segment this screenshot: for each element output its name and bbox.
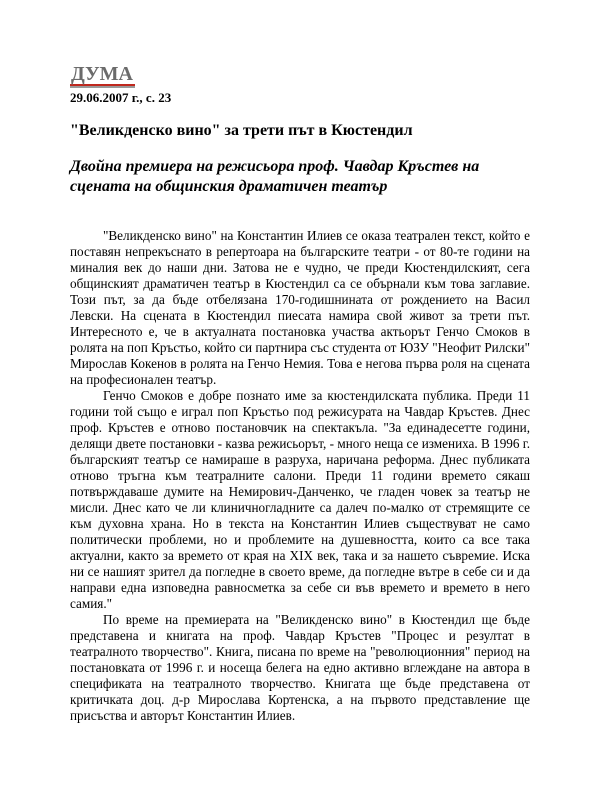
article-title: "Великденско вино" за трети път в Кюстендил bbox=[70, 122, 413, 139]
article-body bbox=[70, 228, 530, 724]
article-paragraph: Генчо Смоков е добре познато име за кюстендилската публика. Преди 11 години той също е играл поп Кръстьо под режисурата на Чавдар Кръстев. Днес проф. Кръстев е отново постановчик на спектакъла. "За единадесетте години, делящи двете постановки - казва режисьорът, - много неща се измениха. В 1996 г. българският театър се намираше в разруха, наричана реформа. Днес публиката отново тръгна към театралните салони. Преди 11 години времето сякаш потвърждаваше думите на Немирович-Данченко, че гладен човек за театър не мисли. Днес като че ли клиничногладните са далеч по-малко от стремящите се към духовна храна. Но в текста на Константин Илиев съществуват не само политически проблеми, но и проблемите на душевността, които са все така актуални, както за времето от края на XIX век, така и за нашето съвремие. Иска ни се нашият зрител да погледне в своето време, да погледне вътре в себе си и да направи една изповедна равносметка за себе си във времето и времето в него самия." bbox=[70, 388, 530, 611]
article-paragraph: "Великденско вино" на Константин Илиев се оказа театрален текст, който е поставян непрекъснато в репертоара на българските театри - от 80-те години на миналия век до наши дни. Затова не е чудно, че преди Кюстендилският, сега общинският драматичен театър в Кюстендил са се обърнали към това заглавие. Този път, за да бъде отбелязана 170-годишнината от рождението на Васил Левски. На сцената в Кюстендил пиесата намира свой живот за трети път. Интересното е, че в актуалната постановка участва актьорът Генчо Смоков в ролята на поп Кръстьо, който си партнира със студента от ЮЗУ "Неофит Рилски" Мирослав Кокенов в ролята на Генчо Немия. Това е негова първа роля на сцената на професионален театър. bbox=[70, 228, 530, 387]
newspaper-logo bbox=[70, 63, 135, 88]
logo-underline bbox=[70, 86, 135, 88]
publication-date: 29.06.2007 г., с. 23 bbox=[70, 90, 172, 105]
logo-frame bbox=[70, 63, 135, 86]
logo-text: ДУМА bbox=[71, 63, 134, 85]
article-paragraph: По време на премиерата на "Великденско вино" в Кюстендил ще бъде представена и книгата на проф. Чавдар Кръстев "Процес и резултат в театралното творчество". Книга, писана по време на "революционния" период на постановката от 1996 г. и носеща белега на едно активно вглеждане на автора в спецификата на театралното творчество. Книгата ще бъде представена от критичката доц. д-р Мирослава Кортенска, а на първото представление ще присъства и авторът Константин Илиев. bbox=[70, 612, 530, 723]
article-subtitle: Двойна премиера на режисьора проф. Чавдар Кръстев на сцената на общинския драматичен театър bbox=[70, 158, 480, 195]
